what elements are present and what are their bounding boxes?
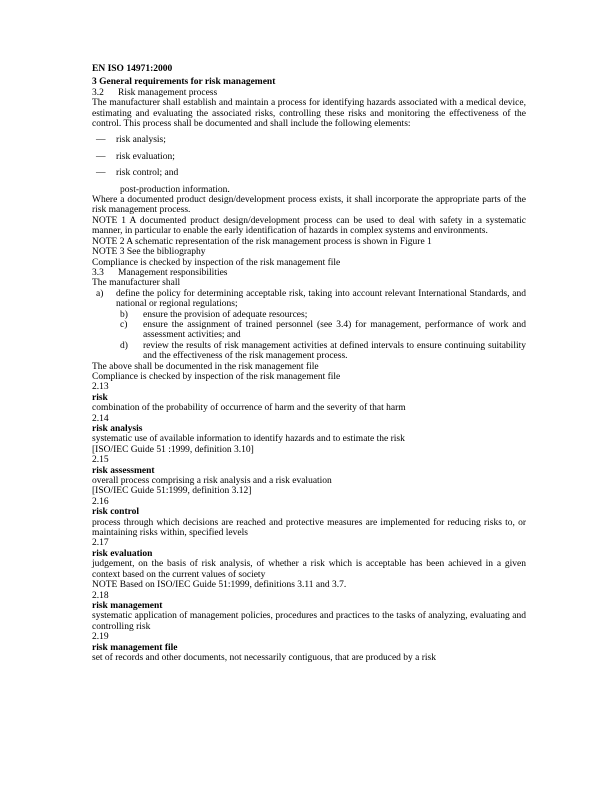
subsection-number: 3.3 — [92, 267, 104, 278]
list-item-text: review the results of risk management activities at defined intervals to ensure continuing suitability and the effectiveness of the risk management process. — [143, 340, 526, 362]
paragraph: Compliance is checked by inspection of the risk management file — [92, 371, 341, 382]
paragraph: set of records and other documents, not necessarily contiguous, that are produced by a risk — [92, 652, 437, 663]
definition-term: risk — [92, 392, 108, 403]
list-marker: — — [96, 151, 106, 162]
definition-term: risk control — [92, 507, 140, 518]
paragraph: Where a documented product design/development process exists, it shall incorporate the appropriate parts of the risk management process. — [92, 195, 526, 216]
page-content — [92, 64, 526, 663]
subsection-title: Management responsibilities — [118, 267, 228, 278]
definition-term: risk management — [92, 600, 163, 611]
note-paragraph: NOTE 2 A schematic representation of the risk management process is shown in Figure 1 — [92, 236, 432, 247]
list-item-text: ensure the provision of adequate resources; — [143, 309, 308, 320]
citation-reference: [ISO/IEC Guide 51:1999, definition 3.12] — [92, 486, 252, 497]
definition-number: 2.15 — [92, 455, 109, 466]
list-item-text: risk evaluation; — [116, 151, 175, 162]
document-body — [92, 77, 526, 663]
list-item-text: ensure the assignment of trained personnel (see 3.4) for management, performance of work and assessment activities; and — [143, 319, 526, 341]
list-marker: — — [96, 135, 106, 146]
paragraph: judgement, on the basis of risk analysis, of whether a risk which is acceptable has been achieved in a given context based on the current values of society — [92, 559, 526, 580]
paragraph: The manufacturer shall establish and maintain a process for identifying hazards associated with a medical device, estimating and evaluating the associated risks, controlling these risks and monitoring the effectiveness of the control. This process shall be documented and shall include the following elements: — [92, 98, 526, 130]
list-item-lettered — [92, 289, 526, 310]
document-id-header: EN ISO 14971:2000 — [92, 64, 173, 74]
paragraph: The above shall be documented in the risk management file — [92, 361, 319, 372]
list-marker: d) — [120, 340, 128, 351]
paragraph: process through which decisions are reached and protective measures are implemented for reducing risks to, or maintaining risks within, specified levels — [92, 517, 526, 539]
list-item-lettered — [92, 310, 526, 320]
note-paragraph: NOTE 1 A documented product design/development process can be used to deal with safety in a systematic manner, in particular to enable the early identification of hazards in complex systems and environments. — [92, 215, 526, 237]
list-marker: — — [96, 168, 106, 179]
subsection-number: 3.2 — [92, 87, 104, 98]
note-paragraph: NOTE 3 See the bibliography — [92, 247, 206, 258]
citation-reference: [ISO/IEC Guide 51 :1999, definition 3.10] — [92, 444, 254, 455]
list-item-text: risk control; and — [116, 168, 179, 179]
definition-number: 2.16 — [92, 496, 109, 507]
list-item-lettered — [92, 320, 526, 341]
list-item-lettered — [92, 341, 526, 362]
definition-number: 2.18 — [92, 590, 109, 601]
list-marker: c) — [120, 319, 128, 330]
subsection-heading — [92, 268, 526, 278]
paragraph: systematic application of management policies, procedures and practices to the tasks of analyzing, evaluating and controlling risk — [92, 611, 526, 632]
list-item-text: define the policy for determining acceptable risk, taking into account relevant International Standards, and national or regional regulations; — [116, 288, 526, 310]
list-marker: b) — [120, 309, 128, 320]
definition-number: 2.14 — [92, 413, 109, 424]
list-item-dash — [92, 152, 526, 162]
paragraph: overall process comprising a risk analysis and a risk evaluation — [92, 476, 332, 487]
paragraph: combination of the probability of occurrence of harm and the severity of that harm — [92, 403, 406, 414]
list-item-dash — [92, 135, 526, 145]
list-item-indent: post-production information. — [120, 184, 230, 195]
paragraph: systematic use of available information to identify hazards and to estimate the risk — [92, 434, 405, 445]
section-heading: 3 General requirements for risk management — [92, 77, 276, 88]
definition-term: risk assessment — [92, 465, 155, 476]
paragraph: The manufacturer shall — [92, 278, 181, 289]
list-item-dash — [92, 168, 526, 178]
definition-term: risk management file — [92, 642, 178, 653]
note-paragraph: NOTE Based on ISO/IEC Guide 51:1999, definitions 3.11 and 3.7. — [92, 580, 347, 591]
definition-number: 2.19 — [92, 632, 109, 643]
paragraph: Compliance is checked by inspection of the risk management file — [92, 257, 341, 268]
definition-number: 2.13 — [92, 382, 109, 393]
definition-term: risk analysis — [92, 424, 143, 434]
list-item-text: risk analysis; — [116, 135, 166, 146]
subsection-title: Risk management process — [118, 87, 218, 98]
list-marker: a) — [96, 288, 104, 299]
definition-term: risk evaluation — [92, 548, 153, 559]
subsection-heading — [92, 88, 526, 98]
definition-number: 2.17 — [92, 538, 109, 549]
